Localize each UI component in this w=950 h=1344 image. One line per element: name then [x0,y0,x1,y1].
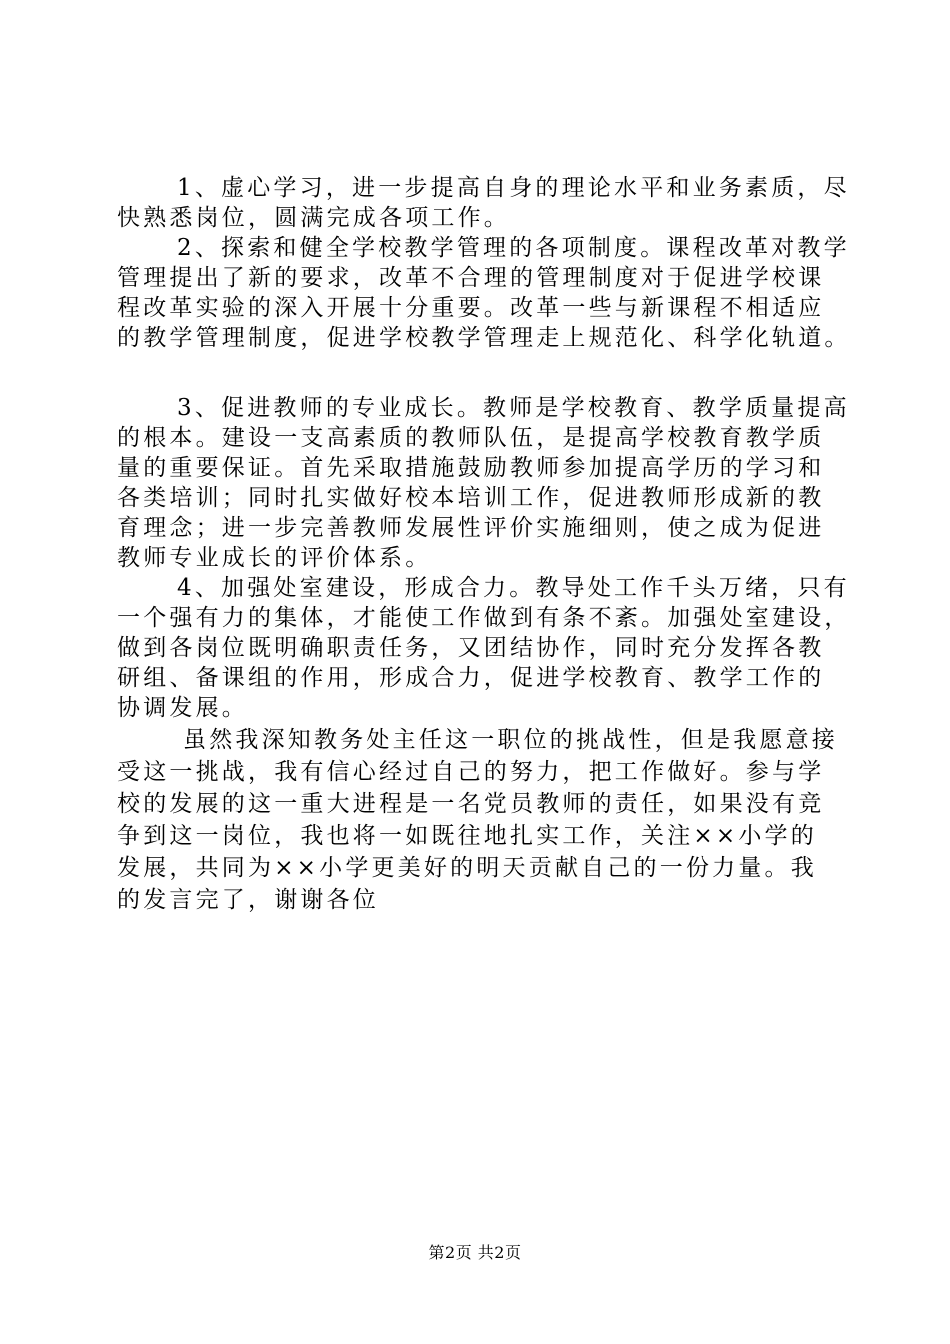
paragraph-1-line-2: 快熟悉岗位，圆满完成各项工作。 [117,205,510,231]
paragraph-2-line-3: 程改革实验的深入开展十分重要。改革一些与新课程不相适应 [117,295,825,321]
paragraph-2-line-4: 的教学管理制度，促进学校教学管理走上规范化、科学化轨道。 [117,325,851,351]
paragraph-3-line-3: 量的重要保证。首先采取措施鼓励教师参加提高学历的学习和 [117,455,825,481]
paragraph-5-line-1: 虽然我深知教务处主任这一职位的挑战性，但是我愿意接 [183,727,838,753]
page-footer: 第2页 共2页 [428,1243,522,1262]
paragraph-5-line-3: 校的发展的这一重大进程是一名党员教师的责任，如果没有竞 [117,791,825,817]
paragraph-3-line-1: 3、促进教师的专业成长。教师是学校教育、教学质量提高 [177,395,850,421]
paragraph-4-line-5: 协调发展。 [117,695,248,721]
paragraph-4-line-3: 做到各岗位既明确职责任务，又团结协作，同时充分发挥各教 [117,635,825,661]
paragraph-5-line-2: 受这一挑战，我有信心经过自己的努力，把工作做好。参与学 [117,759,825,785]
paragraph-5-line-5: 发展，共同为××小学更美好的明天贡献自己的一份力量。我 [117,855,817,881]
paragraph-2-line-1: 2、探索和健全学校教学管理的各项制度。课程改革对教学 [177,235,850,261]
paragraph-3-line-5: 育理念；进一步完善教师发展性评价实施细则，使之成为促进 [117,515,825,541]
paragraph-3-line-4: 各类培训；同时扎实做好校本培训工作，促进教师形成新的教 [117,485,825,511]
paragraph-4-line-2: 一个强有力的集体，才能使工作做到有条不紊。加强处室建设， [117,605,851,631]
paragraph-1-line-1: 1、虚心学习，进一步提高自身的理论水平和业务素质，尽 [177,175,850,201]
paragraph-3-line-2: 的根本。建设一支高素质的教师队伍，是提高学校教育教学质 [117,425,825,451]
paragraph-2-line-2: 管理提出了新的要求，改革不合理的管理制度对于促进学校课 [117,265,825,291]
paragraph-4-line-4: 研组、备课组的作用，形成合力，促进学校教育、教学工作的 [117,665,825,691]
paragraph-3-line-6: 教师专业成长的评价体系。 [117,545,432,571]
paragraph-5-line-6: 的发言完了，谢谢各位 [117,887,379,913]
paragraph-5-line-4: 争到这一岗位，我也将一如既往地扎实工作，关注××小学的 [117,823,817,849]
paragraph-4-line-1: 4、加强处室建设，形成合力。教导处工作千头万绪，只有 [177,575,850,601]
